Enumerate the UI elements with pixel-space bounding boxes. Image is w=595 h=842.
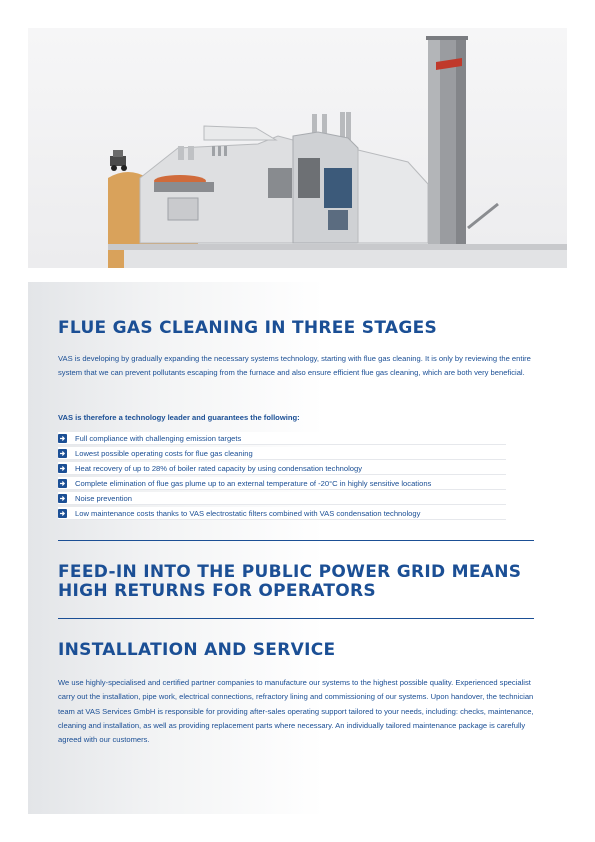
arrow-right-icon bbox=[58, 464, 67, 473]
section-divider bbox=[58, 540, 534, 541]
list-item bbox=[58, 492, 506, 505]
hero-illustration bbox=[28, 28, 567, 268]
arrow-right-icon bbox=[58, 509, 67, 518]
list-item-text: Noise prevention bbox=[75, 493, 132, 503]
section-title-feed-in-line2: HIGH RETURNS FOR OPERATORS bbox=[58, 581, 376, 601]
list-item-text: Low maintenance costs thanks to VAS electrostatic filters combined with VAS condensation technology bbox=[75, 508, 421, 518]
arrow-right-icon bbox=[58, 449, 67, 458]
list-item-text: Full compliance with challenging emission targets bbox=[75, 433, 242, 443]
section-title-flue-gas: FLUE GAS CLEANING IN THREE STAGES bbox=[58, 318, 438, 338]
list-item-text: Heat recovery of up to 28% of boiler rated capacity by using condensation technology bbox=[75, 463, 363, 473]
list-item bbox=[58, 477, 506, 490]
list-item-text: Complete elimination of flue gas plume up to an external temperature of -20°C in highly sensitive locations bbox=[75, 478, 432, 488]
arrow-right-icon bbox=[58, 479, 67, 488]
list-item bbox=[58, 447, 506, 460]
section-body-flue-gas: VAS is developing by gradually expanding the necessary systems technology, starting with flue gas cleaning. It is only by reviewing the entire system that we can prevent pollutants escaping from the furnace and also ensure efficient flue gas cleaning, which are both very beneficial. bbox=[58, 354, 531, 378]
guarantee-list bbox=[58, 432, 506, 522]
section-lead-text: VAS is therefore a technology leader and guarantees the following: bbox=[58, 413, 300, 422]
section-body-installation: We use highly-specialised and certified partner companies to manufacture our systems to the highest possible quality. Experienced specialist carry out the installation, pipe work, electrical connections, refractory lining and commissioning of our systems. Upon handover, the technician team at VAS Services GmbH is responsible for providing after-sales operating support tailored to your needs, including: checks, maintenance, cleaning and installation, as well as providing replacement parts where necessary. An individually tailored maintenance package is carefully agreed with our customers. bbox=[58, 678, 534, 745]
arrow-right-icon bbox=[58, 494, 67, 503]
list-item bbox=[58, 507, 506, 520]
section-divider bbox=[58, 618, 534, 619]
list-item bbox=[58, 462, 506, 475]
arrow-right-icon bbox=[58, 434, 67, 443]
list-item bbox=[58, 432, 506, 445]
section-title-installation: INSTALLATION AND SERVICE bbox=[58, 640, 336, 660]
list-item-text: Lowest possible operating costs for flue gas cleaning bbox=[75, 448, 253, 458]
power-plant-illustration bbox=[28, 28, 567, 268]
section-title-feed-in-line1: FEED-IN INTO THE PUBLIC POWER GRID MEANS bbox=[58, 562, 522, 582]
